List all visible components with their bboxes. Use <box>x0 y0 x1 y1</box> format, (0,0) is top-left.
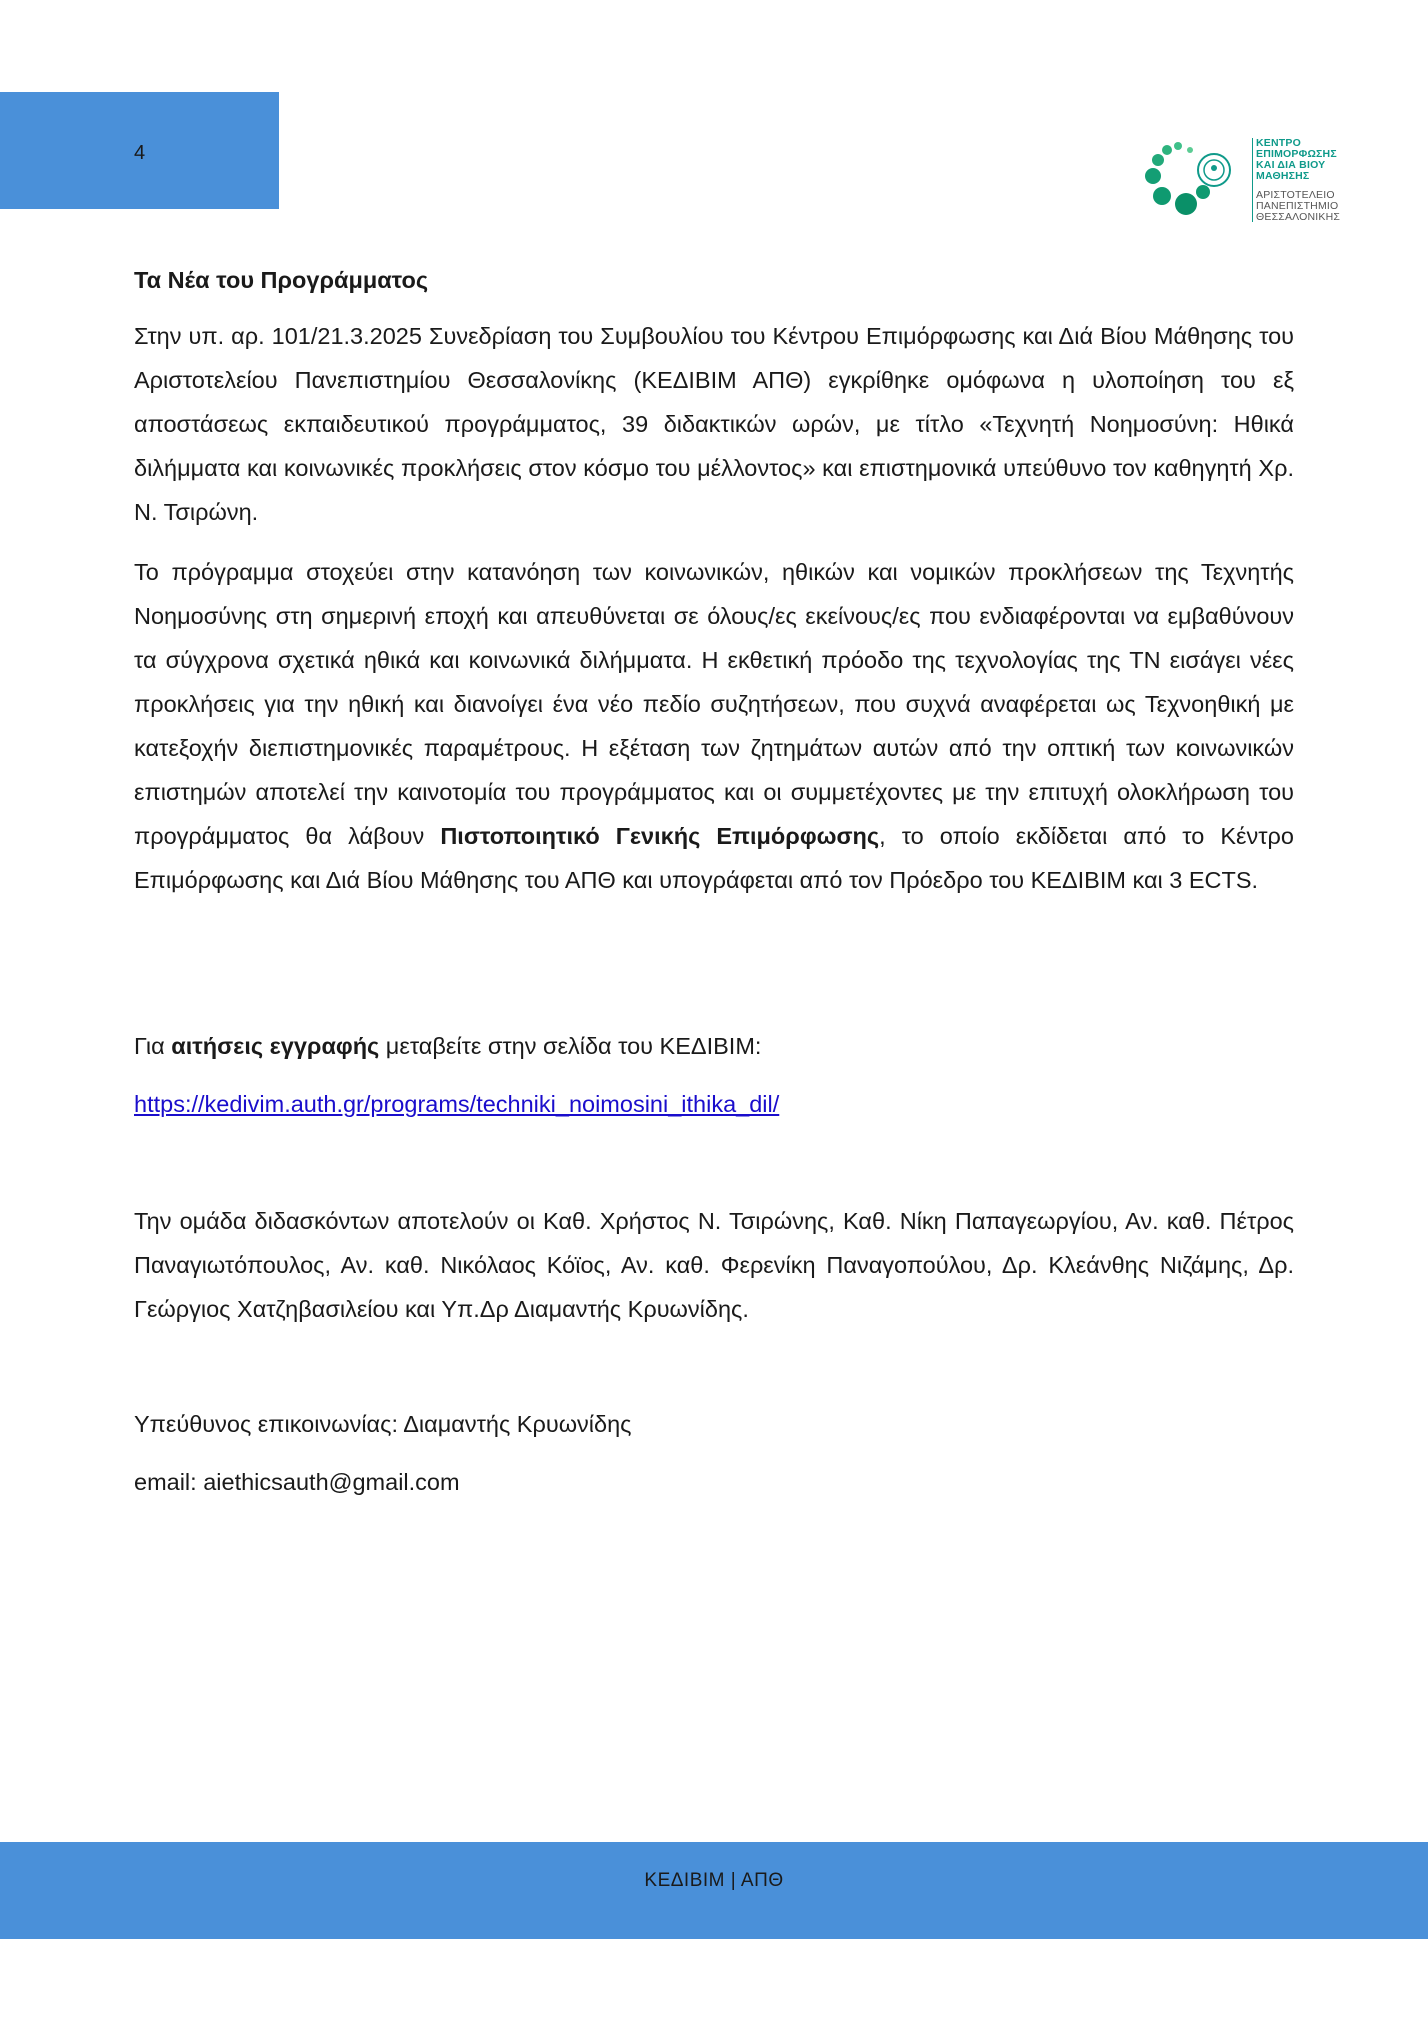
logo-dot <box>1175 193 1197 215</box>
registration-line <box>134 1024 1294 1068</box>
contact-email: email: aiethicsauth@gmail.com <box>134 1469 460 1495</box>
registration-emphasis: αιτήσεις εγγραφής <box>171 1033 380 1059</box>
logo-dot <box>1187 147 1193 153</box>
logo-dot <box>1174 142 1182 150</box>
registration-suffix: μεταβείτε στην σελίδα του ΚΕΔΙΒΙΜ: <box>379 1033 762 1059</box>
page-number: 4 <box>134 142 146 164</box>
footer-text: ΚΕΔΙΒΙΜ | ΑΠΘ <box>644 1870 784 1891</box>
logo-line: ΘΕΣΣΑΛΟΝΙΚΗΣ <box>1256 211 1341 223</box>
logo-dot <box>1162 145 1172 155</box>
logo-dot <box>1153 187 1171 205</box>
logo-line: ΠΑΝΕΠΙΣΤΗΜΙΟ <box>1256 200 1339 212</box>
logo-dot <box>1145 168 1161 184</box>
logo-dot <box>1196 185 1210 199</box>
registration-link[interactable]: https://kedivim.auth.gr/programs/techniki_noimosini_ithika_dil/ <box>134 1091 780 1117</box>
teaching-team-paragraph: Την ομάδα διδασκόντων αποτελούν οι Καθ. Χρήστος Ν. Τσιρώνης, Καθ. Νίκη Παπαγεωργίου, Αν. καθ. Πέτρος Παναγιωτόπουλος, Αν. καθ. Νικόλαος Κόϊος, Αν. καθ. Φερενίκη Παναγοπούλου, Δρ. Κλεάνθης Νιζάμης, Δρ. Γεώργιος Χατζηβασιλείου και Υπ.Δρ Διαμαντής Κρυωνίδης. <box>134 1208 1294 1322</box>
logo-separator <box>1252 138 1253 222</box>
contact-person: Υπεύθυνος επικοινωνίας: Διαμαντής Κρυωνίδης <box>134 1411 632 1437</box>
paragraph-description-text-end: , το οποίο εκδίδεται από το Κέντρο Επιμόρφωσης και Διά Βίου Μάθησης του ΑΠΘ και υπογράφεται από τον Πρόεδρο του ΚΕΔΙΒΙΜ και 3 ECTS. <box>134 823 1294 893</box>
paragraph-description-text: Το πρόγραμμα στοχεύει στην κατανόηση των κοινωνικών, ηθικών και νομικών προκλήσεων της Τεχνητής Νοημοσύνης στη σημερινή εποχή και απευθύνεται σε όλους/ες εκείνους/ες που ενδιαφέρονται να εμβαθύνουν τα σύγχρονα σχετικά ηθικά και κοινωνικά διλήμματα. Η εκθετική πρόοδο της τεχνολογίας της ΤΝ εισάγει νέες προκλήσεις για την ηθική και διανοίγει ένα νέο πεδίο συζητήσεων, που συχνά αναφέρεται ως Τεχνοηθική με κατεξοχήν διεπιστημονικές παραμέτρους. Η εξέταση των ζητημάτων αυτών από την οπτική των κοινωνικών επιστημών αποτελεί την καινοτομία του προγράμματος και οι συμμετέχοντες με την επιτυχή ολοκλήρωση του προγράμματος θα λάβουν <box>134 559 1294 849</box>
logo-line: ΚΑΙ ΔΙΑ ΒΙΟΥ <box>1256 159 1326 171</box>
logo-dot <box>1152 154 1164 166</box>
paragraph-description <box>134 550 1294 902</box>
logo-line: ΕΠΙΜΟΡΦΩΣΗΣ <box>1256 148 1337 160</box>
logo-line: ΑΡΙΣΤΟΤΕΛΕΙΟ <box>1256 189 1335 201</box>
logo-text <box>1256 138 1340 223</box>
logo-line: ΜΑΘΗΣΗΣ <box>1256 170 1310 182</box>
certificate-name: Πιστοποιητικό Γενικής Επιμόρφωσης <box>440 823 880 849</box>
registration-prefix: Για <box>134 1033 172 1059</box>
logo-line: ΚΕΝΤΡΟ <box>1256 137 1301 149</box>
section-title: Τα Νέα του Προγράμματος <box>134 267 429 293</box>
paragraph-approval: Στην υπ. αρ. 101/21.3.2025 Συνεδρίαση του Συμβουλίου του Κέντρου Επιμόρφωσης και Διά Βίου Μάθησης του Αριστοτελείου Πανεπιστημίου Θεσσαλονίκης (ΚΕΔΙΒΙΜ ΑΠΘ) εγκρίθηκε ομόφωνα η υλοποίηση του εξ αποστάσεως εκπαιδευτικού προγράμματος, 39 διδακτικών ωρών, με τίτλο «Τεχνητή Νοημοσύνη: Ηθικά διλήμματα και κοινωνικές προκλήσεις στον κόσμο του μέλλοντος» και επιστημονικά υπεύθυνο τον καθηγητή Χρ. Ν. Τσιρώνη. <box>134 323 1294 525</box>
